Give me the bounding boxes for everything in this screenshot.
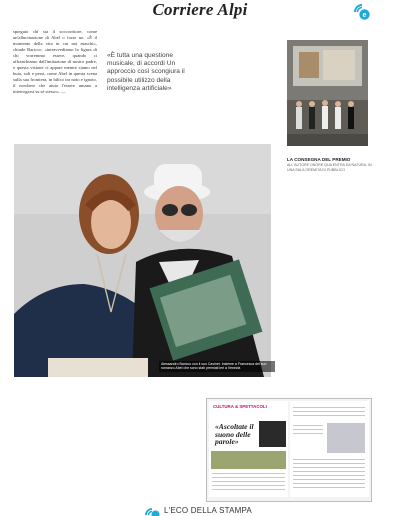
svg-text:e: e [362,12,367,20]
thumbnail-section-label: CULTURA & SPETTACOLI [213,404,267,409]
eco-della-stampa-logo-icon [352,2,372,22]
sidebar-heading: LA CONSEGNA DEL PREMIO [287,157,351,162]
photo-illustration [14,144,271,377]
thumbnail-photo-strip [211,451,286,469]
thumbnail-headline: «Ascoltate il suono delle parole» [215,422,254,447]
side-photo-illustration [287,40,368,146]
thumbnail-right-photo [327,423,365,453]
footer-logo [144,503,264,516]
thumbnail-left-page [209,401,288,497]
article-body-text: spiegato chi sia il soccorritore, come un'allucinazione di Abel o forse no. «È il momento della vita in cui noi maschi», chiude Baricco, «intravvediamo la figura di chi vorremmo essere, quando ci affranchiamo dall'imitazione di nostro padre, e questa visione ci appare mentre siamo nel buio, soli e persi, come Abel in questa scena sulla sua frontiera, in bilico tra noto e ignoto, il nowhere che aiuta l'essere umano a interrogarsi su sé stesso». — [13,29,97,95]
thumbnail-photo [259,421,286,447]
masthead: Corriere Alpi [152,0,248,19]
side-photo [287,40,368,146]
sidebar-text: ALL'AUTORE ONORE QUA ENTRA DA NATURA, IN UNA SALA GREMITA DI PUBBLICO [287,163,372,172]
photo-caption: Alessandro Baricco con il suo Cavinet. Insieme a Francesca del suo romanzo Abel che sono stati premiati ieri a Venezia [159,361,275,372]
main-photo [14,144,271,377]
footer-logo-text: L'ECO DELLA STAMPA [164,506,252,515]
pull-quote: «È tutta una questione musicale, di accordi Un approccio così scongiura il possibile utilizzo della intelligenza artificiale» [107,52,185,92]
thumbnail-right-page [290,401,369,497]
page-thumbnail[interactable] [206,398,372,502]
footer-eco-icon [144,503,160,516]
